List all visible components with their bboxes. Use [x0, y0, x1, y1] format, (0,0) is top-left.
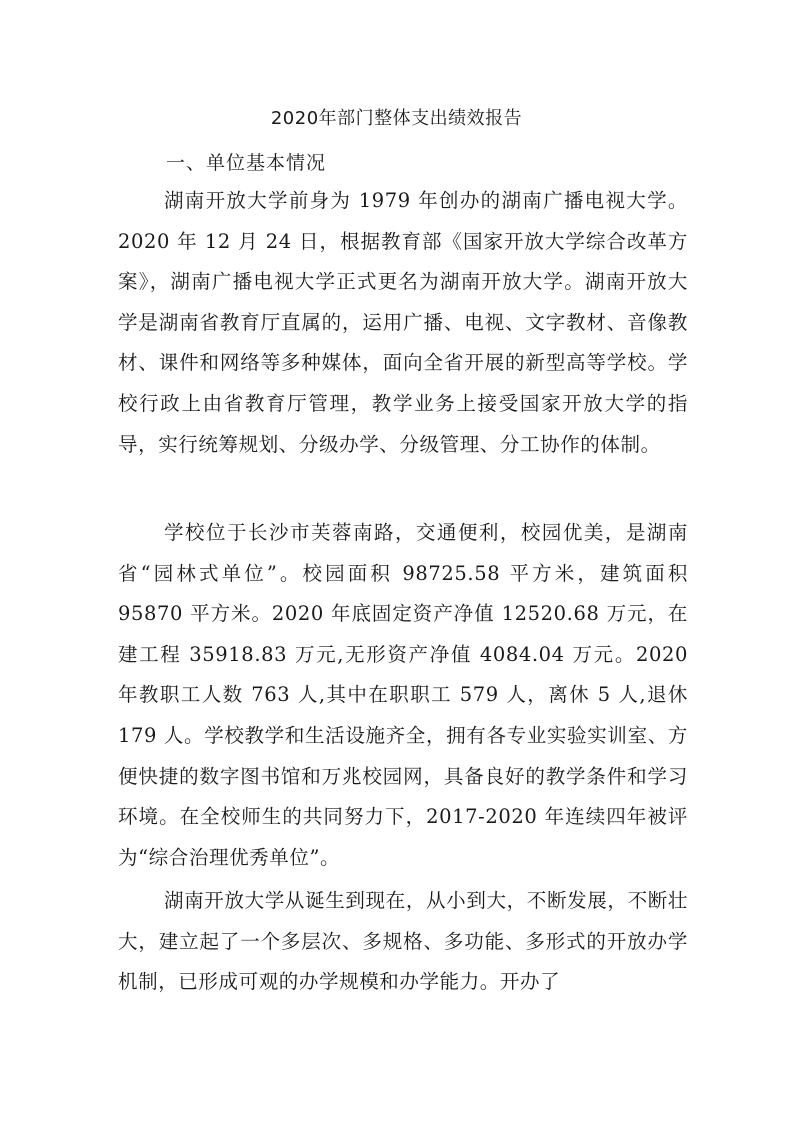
paragraph-campus: 学校位于长沙市芙蓉南路，交通便利，校园优美，是湖南省“园林式单位”。校园面积 98725.58 平方米，建筑面积 95870 平方米。2020 年底固定资产净值 12520.68 万元，在建工程 35918.83 万元,无形资产净值 4084.04 万元。2020 年教职工人数 763 人,其中在职职工 579 人，离休 5 人,退休 179 人。学校教学和生活设施齐全，拥有各专业实验实训室、方便快捷的数字图书馆和万兆校园网，具备良好的教学条件和学习环境。在全校师生的共同努力下，2017-2020 年连续四年被评为“综合治理优秀单位”。 — [118, 521, 688, 869]
section-heading: 一、单位基本情况 — [166, 152, 327, 174]
paragraph-development: 湖南开放大学从诞生到现在，从小到大，不断发展，不断壮大，建立起了一个多层次、多规格、多功能、多形式的开放办学机制，已形成可观的办学规模和办学能力。开办了 — [118, 889, 688, 994]
document-title: 2020年部门整体支出绩效报告 — [270, 108, 523, 129]
paragraph-history: 湖南开放大学前身为 1979 年创办的湖南广播电视大学。2020 年 12 月 24 日，根据教育部《国家开放大学综合改革方案》，湖南广播电视大学正式更名为湖南开放大学。湖南开放大学是湖南省教育厅直属的，运用广播、电视、文字教材、音像教材、课件和网络等多种媒体，面向全省开展的新型高等学校。学校行政上由省教育厅管理，教学业务上接受国家开放大学的指导，实行统筹规划、分级办学、分级管理、分工协作的体制。 — [118, 189, 688, 456]
